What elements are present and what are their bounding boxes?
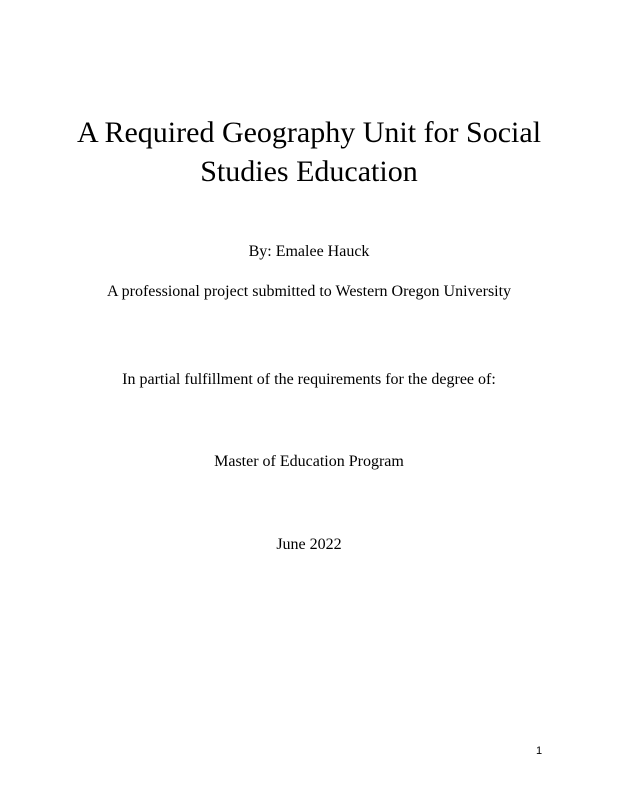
title-line-2: Studies Education <box>200 155 418 188</box>
degree-program: Master of Education Program <box>214 453 404 470</box>
author-line: By: Emalee Hauck <box>248 243 370 260</box>
document-title <box>0 113 618 191</box>
page-number: 1 <box>536 745 543 757</box>
title-line-1: A Required Geography Unit for Social <box>76 116 542 149</box>
fulfillment-statement: In partial fulfillment of the requirements for the degree of: <box>122 371 496 388</box>
submission-date: June 2022 <box>276 536 342 553</box>
submission-statement: A professional project submitted to Western Oregon University <box>106 283 512 300</box>
